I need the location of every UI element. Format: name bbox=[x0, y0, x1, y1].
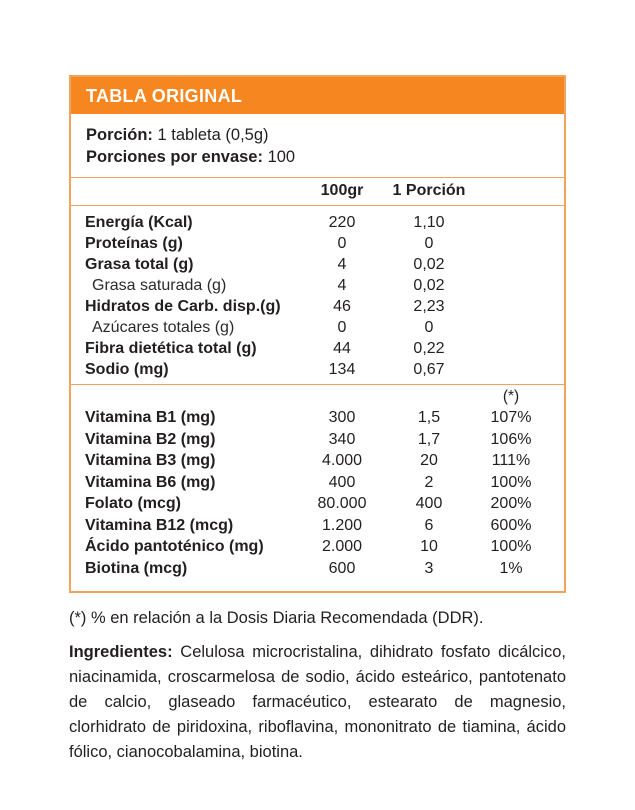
vitamin-ddr-value: 1% bbox=[499, 559, 523, 577]
nutrient-label: Proteínas (g) bbox=[85, 235, 183, 252]
vitamin-per100-value: 80.000 bbox=[317, 495, 367, 512]
nutrient-per100-value: 0 bbox=[337, 319, 347, 336]
ingredients-label: Ingredientes: bbox=[69, 643, 173, 661]
table-row bbox=[85, 558, 550, 580]
nutrients-section bbox=[71, 206, 564, 384]
vitamin-per100-value: 4.000 bbox=[321, 452, 363, 469]
table-row bbox=[85, 275, 550, 296]
table-row bbox=[85, 515, 550, 537]
nutrient-label: Grasa saturada (g) bbox=[92, 277, 227, 294]
vitamin-per100-value: 400 bbox=[328, 473, 356, 491]
table-row bbox=[85, 493, 550, 515]
vitamin-label: Vitamina B6 (mg) bbox=[85, 473, 216, 491]
nutrient-portion-value: 1,10 bbox=[413, 214, 445, 231]
ingredients-text: Celulosa microcristalina, dihidrato fosfato dicálcico, niacinamida, croscarmelosa de sodio, ácido esteárico, pantotenato de calcio, glaseado farmacéutico, estearato de magnesio, clorhidrato de piridoxina, riboflavina, mononitrato de tiamina, ácido fólico, cianocobalamina, biotina. bbox=[69, 643, 566, 761]
nutrient-label: Grasa total (g) bbox=[85, 256, 194, 273]
vitamin-label: Vitamina B1 (mg) bbox=[85, 409, 216, 426]
table-row bbox=[85, 359, 550, 380]
table-row bbox=[85, 254, 550, 275]
vitamin-ddr-value: 100% bbox=[490, 538, 532, 555]
nutrient-portion-value: 0,22 bbox=[413, 340, 445, 357]
nutrient-portion-value: 0,67 bbox=[413, 361, 445, 378]
vitamin-label: Ácido pantoténico (mg) bbox=[85, 538, 264, 555]
vitamin-label: Vitamina B12 (mcg) bbox=[85, 516, 234, 534]
nutrition-label bbox=[69, 75, 566, 765]
vitamin-label: Vitamina B2 (mg) bbox=[85, 430, 216, 448]
nutrient-portion-value: 0 bbox=[424, 235, 434, 252]
table-row bbox=[85, 472, 550, 494]
nutrient-portion-value: 0,02 bbox=[413, 277, 445, 294]
table-row bbox=[85, 536, 550, 558]
portion-label: Porción: bbox=[86, 126, 153, 144]
column-header-ddr: (*) bbox=[502, 388, 520, 405]
panel-title: TABLA ORIGINAL bbox=[71, 77, 564, 114]
vitamin-per100-value: 2.000 bbox=[321, 538, 363, 555]
portion-section bbox=[71, 114, 564, 178]
vitamin-per100-value: 1.200 bbox=[321, 516, 363, 534]
nutrient-portion-value: 2,23 bbox=[413, 298, 445, 315]
nutrient-per100-value: 220 bbox=[328, 214, 356, 231]
vitamin-portion-value: 1,7 bbox=[417, 430, 441, 448]
vitamin-ddr-value: 600% bbox=[490, 516, 532, 534]
ddr-header-row bbox=[85, 387, 550, 407]
column-header-100gr: 100gr bbox=[320, 182, 364, 199]
nutrient-per100-value: 134 bbox=[328, 361, 356, 378]
nutrient-per100-value: 46 bbox=[333, 298, 351, 315]
nutrient-label: Azúcares totales (g) bbox=[92, 319, 235, 336]
nutrient-label: Fibra dietética total (g) bbox=[85, 340, 257, 357]
vitamin-ddr-value: 100% bbox=[490, 473, 532, 491]
servings-label: Porciones por envase: bbox=[86, 148, 263, 166]
servings-line bbox=[86, 146, 549, 168]
vitamin-per100-value: 600 bbox=[328, 559, 356, 577]
vitamin-per100-value: 340 bbox=[328, 430, 356, 448]
nutrient-label: Hidratos de Carb. disp.(g) bbox=[85, 298, 281, 315]
vitamin-portion-value: 10 bbox=[420, 538, 438, 555]
servings-value: 100 bbox=[262, 148, 296, 166]
vitamin-portion-value: 1,5 bbox=[417, 409, 441, 426]
vitamin-label: Biotina (mcg) bbox=[85, 559, 188, 577]
vitamin-portion-value: 2 bbox=[424, 473, 434, 491]
nutrient-label: Energía (Kcal) bbox=[85, 214, 193, 231]
vitamin-per100-value: 300 bbox=[328, 409, 356, 426]
vitamin-portion-value: 20 bbox=[420, 452, 438, 469]
nutrient-portion-value: 0 bbox=[424, 319, 434, 336]
ddr-footnote: (*) % en relación a la Dosis Diaria Recomendada (DDR). bbox=[69, 609, 484, 627]
table-row bbox=[85, 317, 550, 338]
nutrient-label: Sodio (mg) bbox=[85, 361, 169, 378]
vitamin-ddr-value: 200% bbox=[490, 495, 532, 512]
portion-value: 1 tableta (0,5g) bbox=[152, 126, 269, 144]
vitamin-portion-value: 6 bbox=[424, 516, 434, 534]
nutrient-per100-value: 4 bbox=[337, 277, 347, 294]
nutrient-per100-value: 4 bbox=[337, 256, 347, 273]
column-header-1porcion: 1 Porción bbox=[392, 182, 466, 199]
table-row bbox=[85, 407, 550, 429]
portion-line bbox=[86, 124, 549, 146]
vitamin-ddr-value: 111% bbox=[491, 452, 531, 469]
ingredients-paragraph bbox=[69, 640, 566, 765]
nutrient-per100-value: 44 bbox=[333, 340, 351, 357]
vitamin-ddr-value: 106% bbox=[490, 430, 532, 448]
table-row bbox=[85, 233, 550, 254]
vitamin-ddr-value: 107% bbox=[490, 409, 532, 426]
table-row bbox=[85, 338, 550, 359]
table-row bbox=[85, 450, 550, 472]
nutrient-portion-value: 0,02 bbox=[413, 256, 445, 273]
nutrition-panel bbox=[69, 75, 566, 593]
table-row bbox=[85, 429, 550, 451]
vitamin-label: Vitamina B3 (mg) bbox=[85, 452, 216, 469]
nutrient-per100-value: 0 bbox=[337, 235, 347, 252]
vitamin-portion-value: 400 bbox=[415, 495, 443, 512]
vitamin-portion-value: 3 bbox=[424, 559, 434, 577]
column-header-row bbox=[71, 178, 564, 206]
vitamins-section bbox=[71, 384, 564, 591]
table-row bbox=[85, 296, 550, 317]
table-row bbox=[85, 212, 550, 233]
vitamin-label: Folato (mcg) bbox=[85, 495, 181, 512]
